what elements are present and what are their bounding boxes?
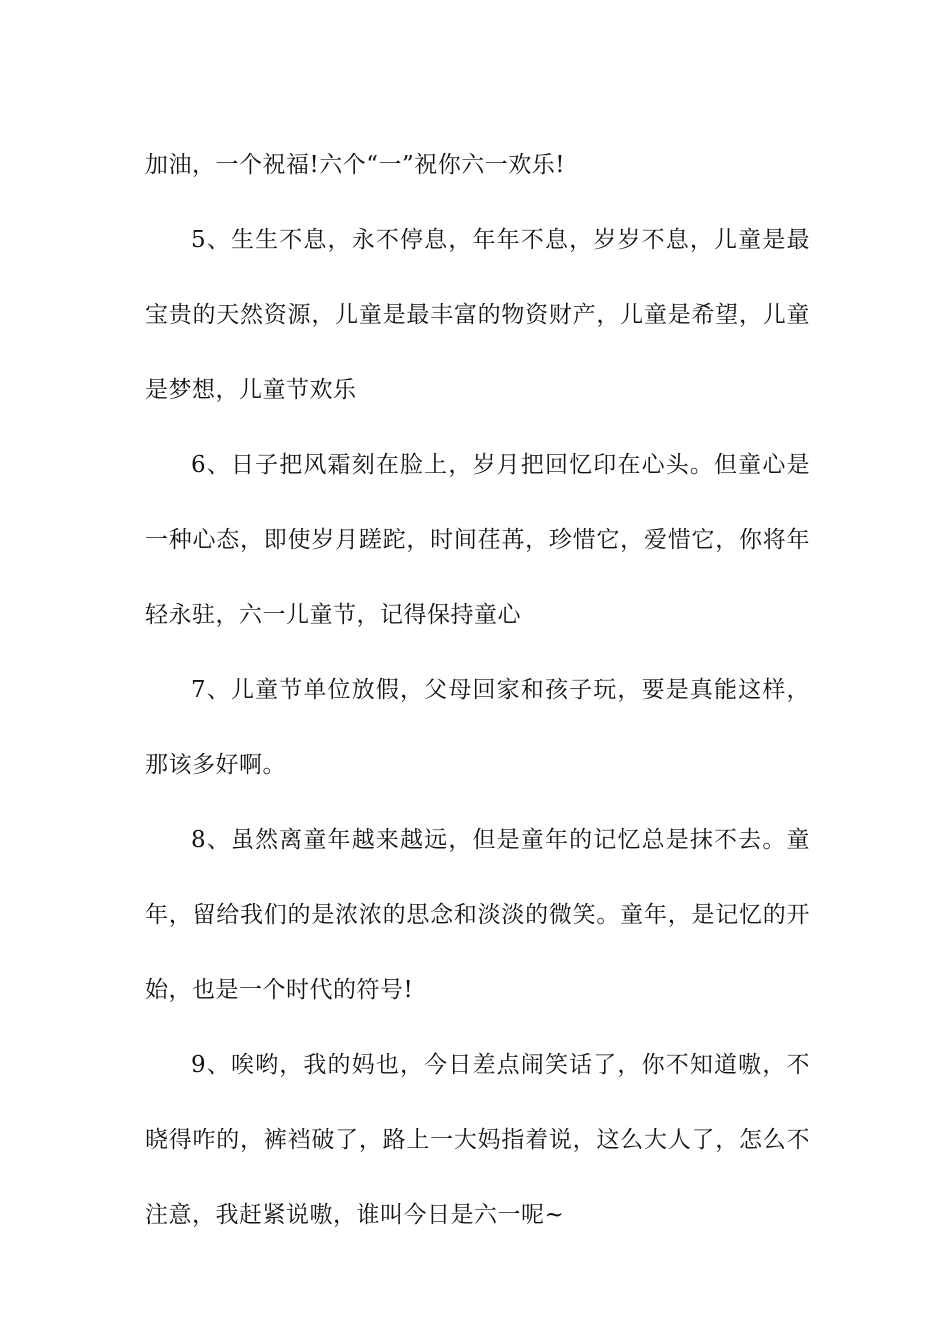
paragraph-continuation: 加油，一个祝福!六个“一”祝你六一欢乐! <box>145 152 566 178</box>
paragraph-item-7: 7、儿童节单位放假，父母回家和孩子玩，要是真能这样，那该多好啊。 <box>145 677 810 778</box>
paragraph-item-9: 9、唉哟，我的妈也，今日差点闹笑话了，你不知道嗷，不晓得咋的，裤裆破了，路上一大妈指着说，这么大人了，怎么不注意，我赶紧说嗷，谁叫今日是六一呢~ <box>145 1052 810 1228</box>
paragraph-item-6: 6、日子把风霜刻在脸上，岁月把回忆印在心头。但童心是一种心态，即使岁月蹉跎，时间荏苒，珍惜它，爱惜它，你将年轻永驻，六一儿童节，记得保持童心 <box>145 452 810 628</box>
document-body <box>145 128 810 1253</box>
paragraph-item-5: 5、生生不息，永不停息，年年不息，岁岁不息，儿童是最宝贵的天然资源，儿童是最丰富的物资财产，儿童是希望，儿童是梦想，儿童节欢乐 <box>145 227 810 403</box>
paragraph-item-8: 8、虽然离童年越来越远，但是童年的记忆总是抹不去。童年，留给我们的是浓浓的思念和淡淡的微笑。童年，是记忆的开始，也是一个时代的符号! <box>145 827 810 1003</box>
